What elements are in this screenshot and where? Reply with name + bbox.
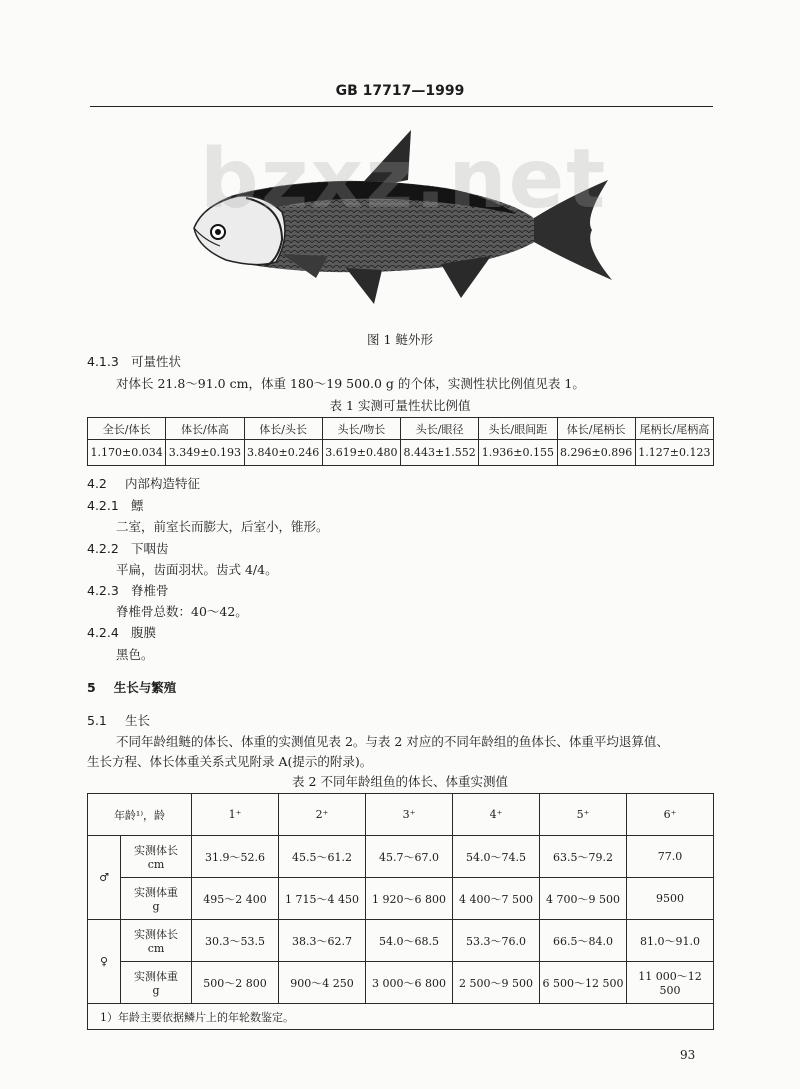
row-label: 实测体重 g bbox=[121, 878, 192, 920]
table-cell: 11 000～12 500 bbox=[627, 962, 714, 1004]
section-4-1-3-heading: 4.1.3 可量性状 bbox=[87, 354, 182, 369]
table-cell: 3.349±0.193 bbox=[166, 440, 244, 466]
female-symbol: ♀ bbox=[88, 920, 121, 1004]
standard-code-header: GB 17717—1999 bbox=[335, 83, 465, 99]
table-cell: 1.127±0.123 bbox=[635, 440, 713, 466]
row-label: 实测体长 cm bbox=[121, 836, 192, 878]
table-2 bbox=[87, 793, 714, 1030]
section-4-1-3-text: 对体长 21.8～91.0 cm，体重 180～19 500.0 g 的个体，实测性状比例值见表 1。 bbox=[116, 376, 585, 391]
table-cell: 77.0 bbox=[627, 836, 714, 878]
section-4-2-4-text: 黑色。 bbox=[116, 647, 154, 662]
row-label: 实测体长 cm bbox=[121, 920, 192, 962]
watermark: bzxz.net bbox=[200, 132, 608, 227]
table-cell: 4 400～7 500 bbox=[453, 878, 540, 920]
table-cell: 54.0～68.5 bbox=[366, 920, 453, 962]
table-1-caption: 表 1 实测可量性状比例值 bbox=[329, 398, 471, 413]
header-rule bbox=[90, 106, 713, 107]
table-cell: 6 500～12 500 bbox=[540, 962, 627, 1004]
table-row bbox=[88, 1004, 714, 1030]
table-row bbox=[88, 440, 714, 466]
table-header: 头长/吻长 bbox=[322, 418, 400, 440]
table-cell: 8.296±0.896 bbox=[557, 440, 635, 466]
section-4-2-4-heading: 4.2.4 腹膜 bbox=[87, 625, 157, 640]
table-cell: 1.936±0.155 bbox=[479, 440, 557, 466]
table-cell: 495～2 400 bbox=[192, 878, 279, 920]
section-4-2-2-text: 平扁，齿面羽状。齿式 4/4。 bbox=[116, 562, 278, 577]
table-header: 尾柄长/尾柄高 bbox=[635, 418, 713, 440]
section-4-2-1-text: 二室，前室长而膨大，后室小，锥形。 bbox=[116, 519, 329, 534]
table-row bbox=[88, 920, 714, 962]
table-cell: 500～2 800 bbox=[192, 962, 279, 1004]
table-row bbox=[88, 878, 714, 920]
table-cell: 3 000～6 800 bbox=[366, 962, 453, 1004]
table-cell: 9500 bbox=[627, 878, 714, 920]
table-cell: 900～4 250 bbox=[279, 962, 366, 1004]
table-2-caption: 表 2 不同年龄组鱼的体长、体重实测值 bbox=[292, 774, 508, 789]
table-header: 体长/体高 bbox=[166, 418, 244, 440]
table-cell: 1 715～4 450 bbox=[279, 878, 366, 920]
table-header: 体长/头长 bbox=[244, 418, 322, 440]
section-4-2-1-heading: 4.2.1 鳔 bbox=[87, 498, 144, 513]
section-4-2-2-heading: 4.2.2 下咽齿 bbox=[87, 541, 169, 556]
table-cell: 4 700～9 500 bbox=[540, 878, 627, 920]
table-cell: 66.5～84.0 bbox=[540, 920, 627, 962]
table-cell: 8.443±1.552 bbox=[401, 440, 479, 466]
table-header: 3⁺ bbox=[366, 794, 453, 836]
table-row bbox=[88, 794, 714, 836]
section-4-2-3-heading: 4.2.3 脊椎骨 bbox=[87, 583, 169, 598]
table-header: 4⁺ bbox=[453, 794, 540, 836]
table-cell: 54.0～74.5 bbox=[453, 836, 540, 878]
table-cell: 31.9～52.6 bbox=[192, 836, 279, 878]
table-header: 1⁺ bbox=[192, 794, 279, 836]
table-cell: 1.170±0.034 bbox=[88, 440, 166, 466]
table-header: 6⁺ bbox=[627, 794, 714, 836]
pelvic-fin bbox=[346, 268, 382, 304]
table-header: 5⁺ bbox=[540, 794, 627, 836]
table-cell: 81.0～91.0 bbox=[627, 920, 714, 962]
table-cell: 3.619±0.480 bbox=[322, 440, 400, 466]
table-corner-header: 年龄¹⁾，龄 bbox=[88, 794, 192, 836]
section-5-heading: 5 生长与繁殖 bbox=[87, 680, 177, 695]
table-cell: 45.5～61.2 bbox=[279, 836, 366, 878]
section-4-2-3-text: 脊椎骨总数：40～42。 bbox=[116, 604, 248, 619]
table-row bbox=[88, 836, 714, 878]
page-number: 93 bbox=[680, 1048, 696, 1062]
section-5-1-heading: 5.1 生长 bbox=[87, 713, 151, 728]
male-symbol: ♂ bbox=[88, 836, 121, 920]
row-label: 实测体重 g bbox=[121, 962, 192, 1004]
section-5-1-text-line-2: 生长方程、体长体重关系式见附录 A(提示的附录)。 bbox=[87, 754, 373, 769]
table-header: 头长/眼径 bbox=[401, 418, 479, 440]
table-header: 体长/尾柄长 bbox=[557, 418, 635, 440]
table-1 bbox=[87, 417, 714, 466]
table-cell: 63.5～79.2 bbox=[540, 836, 627, 878]
section-5-1-text-line-1: 不同年龄组鲢的体长、体重的实测值见表 2。与表 2 对应的不同年龄组的鱼体长、体重平均退算值、 bbox=[116, 734, 669, 749]
section-4-2-heading: 4.2 内部构造特征 bbox=[87, 476, 201, 491]
table-footnote: 1）年龄主要依据鳞片上的年轮数鉴定。 bbox=[88, 1004, 714, 1030]
table-cell: 2 500～9 500 bbox=[453, 962, 540, 1004]
table-row bbox=[88, 962, 714, 1004]
table-cell: 53.3～76.0 bbox=[453, 920, 540, 962]
table-cell: 1 920～6 800 bbox=[366, 878, 453, 920]
table-cell: 38.3～62.7 bbox=[279, 920, 366, 962]
table-cell: 3.840±0.246 bbox=[244, 440, 322, 466]
table-cell: 30.3～53.5 bbox=[192, 920, 279, 962]
table-header: 2⁺ bbox=[279, 794, 366, 836]
figure-caption: 图 1 鲢外形 bbox=[367, 332, 433, 347]
table-cell: 45.7～67.0 bbox=[366, 836, 453, 878]
table-header: 全长/体长 bbox=[88, 418, 166, 440]
table-row bbox=[88, 418, 714, 440]
table-header: 头长/眼间距 bbox=[479, 418, 557, 440]
